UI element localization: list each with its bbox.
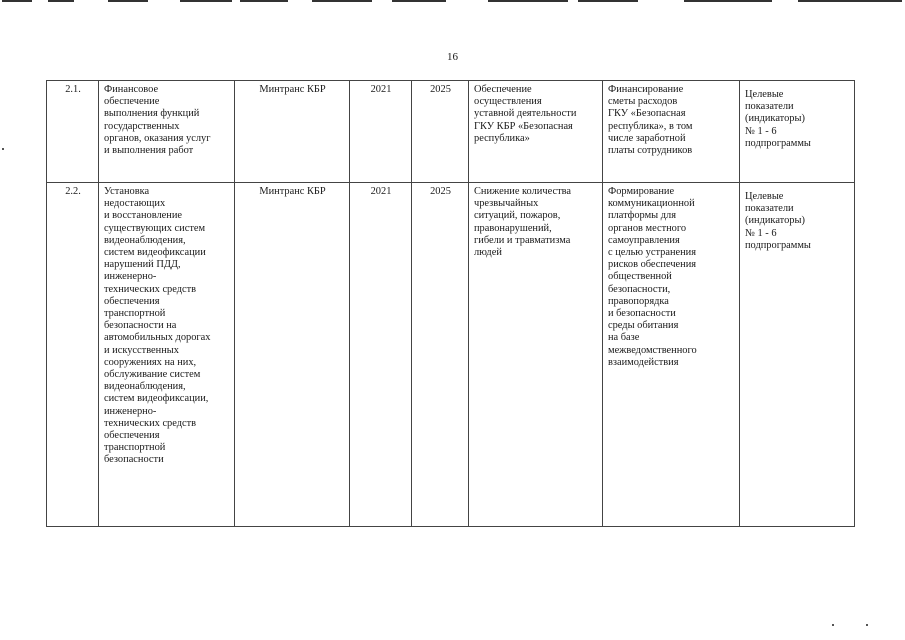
result-line: Снижение количества <box>474 186 571 197</box>
row-number: 2.1. <box>47 81 99 183</box>
connection-line: сметы расходов <box>608 96 678 108</box>
indicator-line: показатели <box>745 203 794 215</box>
start-year-cell: 2021 <box>350 183 412 527</box>
measure-name-line: безопасности на <box>104 320 177 332</box>
row-number: 2.2. <box>47 183 99 527</box>
executor-cell: Минтранс КБР <box>235 81 350 183</box>
connection-line: числе заработной <box>608 132 686 144</box>
measure-name-line: видеонаблюдения, <box>104 234 186 246</box>
measure-name-line: и искусственных <box>104 344 179 356</box>
page-number: 16 <box>447 51 458 63</box>
result-line: уставной деятельности <box>474 108 577 120</box>
connection-cell <box>603 81 740 183</box>
scan-speck <box>866 624 868 626</box>
connection-line: органов местного <box>608 222 687 234</box>
connection-line: среды обитания <box>608 320 679 332</box>
end-year-cell: 2025 <box>412 81 469 183</box>
result-line: гибели и травматизма <box>474 234 571 246</box>
result-line: республика» <box>474 132 530 144</box>
connection-line: межведомственного <box>608 344 697 356</box>
connection-line: Финансирование <box>608 84 684 95</box>
result-line: ГКУ КБР «Безопасная <box>474 120 573 132</box>
scan-artifact-line <box>2 0 32 2</box>
measure-name-line: органов, оказания услуг <box>104 132 211 144</box>
indicator-line: подпрограммы <box>745 137 811 149</box>
scan-artifact-line <box>108 0 148 2</box>
measure-name-line: технических средств <box>104 283 197 295</box>
indicator-line: Целевые <box>745 191 784 202</box>
scan-artifact-line <box>180 0 232 2</box>
indicator-line: (индикаторы) <box>745 215 805 227</box>
indicator-line: (индикаторы) <box>745 113 805 125</box>
indicator-line: показатели <box>745 101 794 113</box>
measure-name-line: обеспечение <box>104 96 160 108</box>
result-line: правонарушений, <box>474 222 552 234</box>
measure-name-line: нарушений ПДД, <box>104 259 181 271</box>
indicator-line: № 1 - 6 <box>745 125 777 137</box>
connection-line: на базе <box>608 332 640 344</box>
measure-name-line: безопасности <box>104 454 164 466</box>
measure-name-line: государственных <box>104 120 180 132</box>
connection-line: безопасности, <box>608 283 671 295</box>
measure-name-line: систем видеофиксации <box>104 247 206 259</box>
connection-line: самоуправления <box>608 234 680 246</box>
measure-name-line: недостающих <box>104 198 166 210</box>
measure-name-line: инженерно- <box>104 271 157 283</box>
measure-name-line: обслуживание систем <box>104 369 201 381</box>
connection-line: рисков обеспечения <box>608 259 697 271</box>
measures-table <box>46 80 855 527</box>
result-line: осуществления <box>474 96 542 108</box>
connection-line: правопорядка <box>608 295 669 307</box>
indicator-line: Целевые <box>745 89 784 100</box>
measure-name-line: инженерно- <box>104 405 157 417</box>
indicator-line: № 1 - 6 <box>745 227 777 239</box>
connection-cell <box>603 183 740 527</box>
measure-name-line: транспортной <box>104 442 166 454</box>
connection-line: и безопасности <box>608 308 676 320</box>
connection-line: платформы для <box>608 210 677 222</box>
measure-name-line: Финансовое <box>104 84 159 95</box>
measure-name-line: обеспечения <box>104 295 160 307</box>
measure-name-cell <box>99 183 235 527</box>
indicators-cell <box>740 183 855 527</box>
result-line: людей <box>474 247 502 259</box>
start-year-cell: 2021 <box>350 81 412 183</box>
scan-artifact-line <box>798 0 902 2</box>
measure-name-line: и выполнения работ <box>104 145 194 157</box>
scan-artifact-line <box>312 0 372 2</box>
connection-line: коммуникационной <box>608 198 695 210</box>
measure-name-cell <box>99 81 235 183</box>
connection-line: ГКУ «Безопасная <box>608 108 686 120</box>
connection-line: общественной <box>608 271 672 283</box>
indicator-line: подпрограммы <box>745 239 811 251</box>
connection-line: платы сотрудников <box>608 145 693 157</box>
expected-result-cell <box>469 183 603 527</box>
connection-line: республика», в том <box>608 120 693 132</box>
measure-name-line: и восстановление <box>104 210 183 222</box>
measure-name-line: существующих систем <box>104 222 206 234</box>
expected-result-cell <box>469 81 603 183</box>
indicators-cell <box>740 81 855 183</box>
connection-line: с целью устранения <box>608 247 697 259</box>
result-line: чрезвычайных <box>474 198 539 210</box>
result-line: ситуаций, пожаров, <box>474 210 561 222</box>
result-line: Обеспечение <box>474 84 532 95</box>
scan-artifact-line <box>48 0 74 2</box>
scan-artifact-line <box>684 0 772 2</box>
measure-name-line: систем видеофиксации, <box>104 393 209 405</box>
measure-name-line: выполнения функций <box>104 108 200 120</box>
measure-name-line: сооружениях на них, <box>104 356 197 368</box>
table-row <box>47 183 855 527</box>
scan-artifact-line <box>392 0 446 2</box>
measure-name-line: транспортной <box>104 308 166 320</box>
connection-line: Формирование <box>608 186 675 197</box>
scan-artifact-line <box>240 0 288 2</box>
measure-name-line: видеонаблюдения, <box>104 381 186 393</box>
scan-speck <box>2 148 4 150</box>
measure-name-line: автомобильных дорогах <box>104 332 211 344</box>
measure-name-line: Установка <box>104 186 150 197</box>
executor-cell: Минтранс КБР <box>235 183 350 527</box>
scan-artifact-line <box>488 0 568 2</box>
scan-speck <box>832 624 834 626</box>
connection-line: взаимодействия <box>608 356 679 368</box>
end-year-cell: 2025 <box>412 183 469 527</box>
measure-name-line: обеспечения <box>104 430 160 442</box>
measure-name-line: технических средств <box>104 417 197 429</box>
table-row <box>47 81 855 183</box>
scan-artifact-line <box>578 0 638 2</box>
